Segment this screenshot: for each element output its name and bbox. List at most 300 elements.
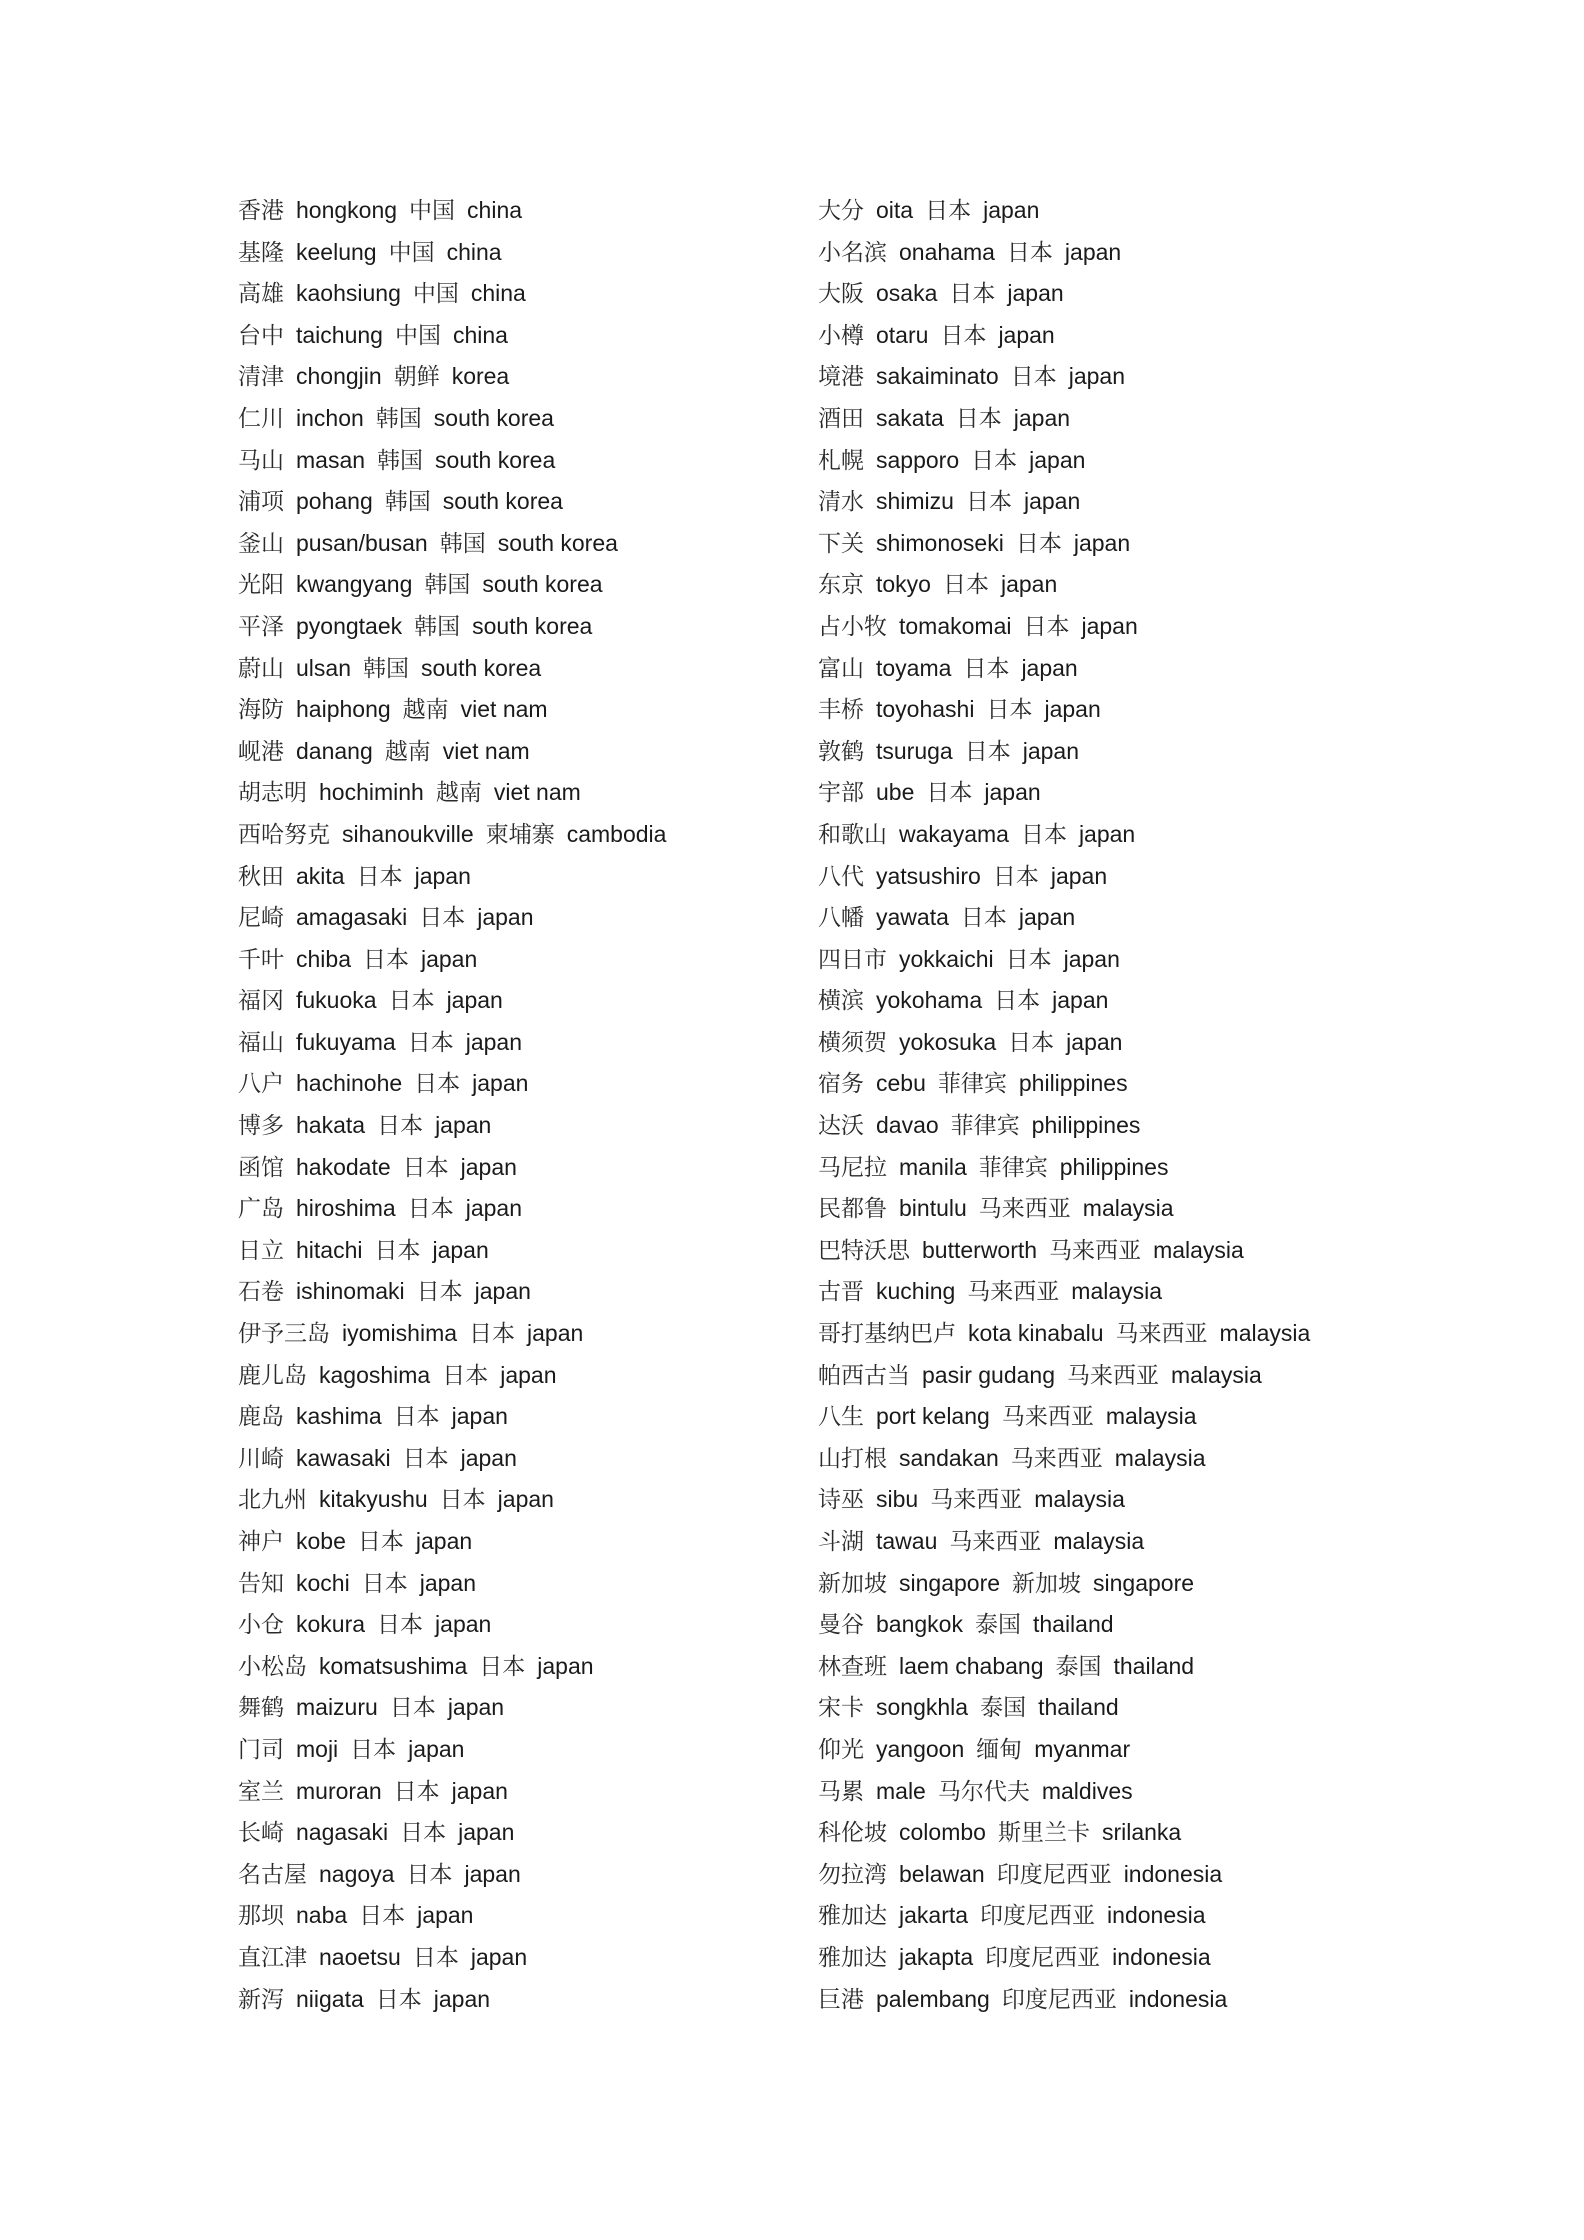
country-name-cn: 韩国 [384, 489, 431, 516]
port-entry [238, 772, 798, 814]
port-entry [818, 939, 1418, 981]
country-name-cn: 柬埔寨 [485, 821, 555, 848]
port-name-cn: 千叶 [238, 946, 284, 973]
country-name-cn: 日本 [1020, 821, 1067, 848]
country-name-cn: 日本 [362, 946, 409, 973]
country-name-en: thailand [1032, 1611, 1114, 1638]
country-name-en: china [446, 238, 502, 265]
port-name-cn: 岘港 [238, 738, 284, 765]
port-name-en: ube [876, 779, 915, 806]
country-name-en: south korea [442, 488, 563, 515]
port-entry [818, 731, 1418, 773]
country-name-cn: 日本 [350, 1736, 397, 1763]
port-name-cn: 福山 [238, 1029, 284, 1056]
country-name-en: indonesia [1107, 1902, 1206, 1929]
country-name-cn: 日本 [940, 322, 987, 349]
port-name-en: yatsushiro [876, 862, 981, 889]
port-name-en: manila [899, 1153, 967, 1180]
port-name-cn: 巨港 [818, 1986, 864, 2013]
country-name-en: japan [477, 904, 534, 931]
port-name-en: kashima [296, 1403, 382, 1430]
country-name-en: malaysia [1071, 1278, 1163, 1305]
port-entry [238, 1022, 798, 1064]
port-name-en: singapore [899, 1569, 1001, 1596]
port-name-cn: 林查班 [818, 1653, 887, 1680]
country-name-en: japan [472, 1070, 529, 1097]
port-name-cn: 博多 [238, 1113, 284, 1140]
port-entry [238, 897, 798, 939]
port-name-en: toyama [876, 654, 952, 681]
port-name-cn: 古晋 [818, 1279, 864, 1306]
port-entry [238, 315, 798, 357]
country-name-en: philippines [1059, 1153, 1169, 1180]
port-name-cn: 小樽 [818, 322, 864, 349]
port-name-en: shimonoseki [876, 529, 1004, 556]
country-name-en: korea [451, 363, 510, 390]
port-entry [818, 648, 1418, 690]
port-entry [238, 1188, 798, 1230]
port-entry [818, 606, 1418, 648]
port-name-en: naba [296, 1902, 348, 1929]
country-name-en: srilanka [1101, 1819, 1182, 1846]
port-entry [238, 731, 798, 773]
port-name-cn: 北九州 [238, 1487, 307, 1514]
port-name-cn: 日立 [238, 1237, 284, 1264]
port-name-en: inchon [296, 404, 364, 431]
port-name-cn: 浦项 [238, 489, 284, 516]
port-entry [238, 939, 798, 981]
country-name-en: south korea [472, 612, 593, 639]
port-name-en: kwangyang [296, 571, 413, 598]
port-name-cn: 哥打基纳巴卢 [818, 1321, 956, 1348]
port-entry [238, 232, 798, 274]
port-entry [238, 1979, 798, 2021]
port-name-en: naoetsu [319, 1943, 401, 1970]
port-name-cn: 尼崎 [238, 905, 284, 932]
port-entry [238, 481, 798, 523]
country-name-cn: 日本 [960, 905, 1007, 932]
port-entry [818, 1271, 1418, 1313]
port-name-cn: 境港 [818, 364, 864, 391]
country-name-cn: 朝鲜 [393, 364, 440, 391]
country-name-en: japan [470, 1943, 528, 1970]
port-entry [238, 1355, 798, 1397]
port-name-cn: 高雄 [238, 281, 284, 308]
port-name-en: maizuru [296, 1694, 378, 1721]
country-name-cn: 日本 [1008, 1029, 1055, 1056]
port-entry [818, 1687, 1418, 1729]
port-entry [238, 1063, 798, 1105]
country-name-en: japan [417, 1902, 474, 1929]
country-name-cn: 日本 [994, 988, 1041, 1015]
country-name-cn: 韩国 [362, 655, 409, 682]
port-entry [238, 1521, 798, 1563]
country-name-cn: 中国 [412, 281, 459, 308]
country-name-cn: 日本 [1015, 530, 1062, 557]
country-name-en: myanmar [1034, 1735, 1131, 1762]
country-name-cn: 日本 [1010, 364, 1057, 391]
country-name-cn: 日本 [407, 1029, 454, 1056]
port-entry [818, 1854, 1418, 1896]
port-name-en: tomakomai [899, 612, 1012, 639]
port-name-en: sibu [876, 1486, 919, 1513]
port-name-cn: 基隆 [238, 239, 284, 266]
port-entry [238, 1646, 798, 1688]
port-name-en: laem chabang [899, 1652, 1044, 1679]
country-name-cn: 日本 [400, 1820, 447, 1847]
country-name-en: indonesia [1123, 1860, 1223, 1887]
country-name-cn: 马来西亚 [1001, 1404, 1094, 1431]
country-name-cn: 日本 [442, 1362, 489, 1389]
port-entry [818, 440, 1418, 482]
port-entry [818, 1979, 1418, 2021]
country-name-en: japan [465, 1028, 522, 1055]
port-name-en: butterworth [922, 1236, 1038, 1263]
country-name-en: japan [500, 1361, 557, 1388]
port-name-cn: 富山 [818, 655, 864, 682]
port-entry [818, 1646, 1418, 1688]
port-name-cn: 马尼拉 [818, 1154, 887, 1181]
port-name-en: kota kinabalu [968, 1320, 1104, 1347]
country-name-cn: 中国 [409, 198, 456, 224]
country-name-en: singapore [1093, 1569, 1195, 1596]
port-name-en: hongkong [296, 197, 398, 223]
port-entry [238, 523, 798, 565]
port-entry [818, 1230, 1418, 1272]
port-entry [818, 980, 1418, 1022]
country-name-en: japan [1023, 488, 1081, 515]
country-name-en: japan [537, 1652, 594, 1679]
country-name-en: viet nam [442, 737, 530, 764]
country-name-cn: 印度尼西亚 [1001, 1986, 1117, 2013]
port-name-en: belawan [899, 1860, 985, 1887]
country-name-cn: 马来西亚 [967, 1279, 1060, 1306]
country-name-en: japan [1073, 529, 1131, 556]
port-entry [818, 1729, 1418, 1771]
port-name-en: tsuruga [876, 737, 953, 764]
port-entry [818, 1355, 1418, 1397]
country-name-cn: 韩国 [414, 613, 461, 640]
country-name-cn: 马来西亚 [1067, 1362, 1159, 1389]
port-entry [238, 1313, 798, 1355]
country-name-cn: 日本 [406, 1861, 453, 1888]
country-name-en: philippines [1018, 1070, 1128, 1097]
country-name-cn: 日本 [377, 1113, 424, 1140]
country-name-cn: 日本 [469, 1321, 516, 1348]
port-name-en: sihanoukville [342, 820, 474, 847]
port-name-cn: 民都鲁 [818, 1196, 887, 1223]
port-name-cn: 清津 [238, 364, 284, 391]
port-name-en: wakayama [899, 820, 1009, 847]
country-name-cn: 中国 [388, 239, 435, 266]
country-name-cn: 韩国 [439, 530, 486, 557]
country-name-en: thailand [1038, 1694, 1119, 1721]
country-name-cn: 日本 [402, 1445, 449, 1472]
country-name-en: japan [1050, 862, 1108, 889]
port-entry [818, 1563, 1418, 1605]
port-entry [238, 564, 798, 606]
country-name-cn: 越南 [402, 697, 449, 724]
port-name-en: tokyo [876, 571, 931, 598]
port-name-cn: 八代 [818, 863, 864, 890]
port-entry [238, 1812, 798, 1854]
port-entry [818, 523, 1418, 565]
country-name-cn: 菲律宾 [950, 1113, 1020, 1140]
port-name-cn: 直江津 [238, 1944, 307, 1971]
port-name-cn: 仁川 [238, 405, 284, 432]
port-entry [818, 772, 1418, 814]
port-name-cn: 胡志明 [238, 780, 307, 807]
port-entry [818, 1895, 1418, 1937]
country-name-en: japan [1000, 571, 1058, 598]
port-name-cn: 石卷 [238, 1279, 284, 1306]
port-name-en: sakaiminato [876, 363, 999, 390]
country-name-en: japan [464, 1860, 521, 1887]
port-name-cn: 小名滨 [818, 239, 887, 266]
port-name-en: pyongtaek [296, 612, 403, 639]
country-name-cn: 日本 [414, 1071, 461, 1098]
port-name-en: chiba [296, 945, 351, 972]
port-entry [238, 856, 798, 898]
port-entry [238, 814, 798, 856]
country-name-en: japan [435, 1112, 492, 1139]
port-name-cn: 宿务 [818, 1071, 864, 1098]
country-name-cn: 泰国 [1055, 1653, 1102, 1680]
port-name-en: ishinomaki [296, 1278, 405, 1305]
port-name-cn: 东京 [818, 572, 864, 599]
port-name-cn: 斗湖 [818, 1529, 864, 1555]
port-name-en: nagoya [319, 1860, 395, 1887]
port-entry [818, 1771, 1418, 1813]
port-entry [818, 1105, 1418, 1147]
port-entry [238, 1854, 798, 1896]
port-name-en: hiroshima [296, 1195, 396, 1222]
country-name-cn: 日本 [949, 281, 996, 308]
port-entry [238, 689, 798, 731]
port-name-en: pohang [296, 488, 373, 515]
port-name-en: jakapta [899, 1943, 974, 1970]
port-name-en: male [876, 1777, 926, 1804]
country-name-en: south korea [435, 446, 556, 473]
port-name-cn: 广岛 [238, 1196, 284, 1223]
port-entry [818, 273, 1418, 315]
country-name-cn: 越南 [384, 738, 431, 765]
country-name-cn: 马来西亚 [930, 1487, 1023, 1514]
country-name-en: viet nam [460, 696, 548, 723]
port-name-cn: 大阪 [818, 281, 864, 308]
country-name-cn: 印度尼西亚 [996, 1861, 1112, 1888]
port-name-en: ulsan [296, 654, 351, 681]
port-name-en: kochi [296, 1569, 350, 1596]
port-entry [238, 648, 798, 690]
port-entry [238, 1729, 798, 1771]
country-name-en: japan [527, 1320, 584, 1347]
port-name-cn: 新加坡 [818, 1570, 887, 1597]
port-name-en: jakarta [899, 1902, 969, 1929]
port-name-en: kokura [296, 1611, 366, 1638]
port-entry [818, 856, 1418, 898]
port-entry [818, 1313, 1418, 1355]
country-name-cn: 日本 [402, 1154, 449, 1181]
port-name-cn: 室兰 [238, 1778, 284, 1805]
country-name-cn: 日本 [439, 1487, 486, 1514]
port-name-cn: 科伦坡 [818, 1820, 887, 1847]
country-name-cn: 日本 [419, 905, 466, 932]
port-name-cn: 新泻 [238, 1986, 284, 2013]
port-name-cn: 台中 [238, 322, 284, 349]
port-name-en: fukuoka [296, 987, 377, 1014]
port-name-cn: 福冈 [238, 988, 284, 1015]
port-name-en: onahama [899, 238, 995, 265]
port-name-en: shimizu [876, 488, 954, 515]
country-name-en: japan [451, 1403, 508, 1430]
port-name-cn: 长崎 [238, 1820, 284, 1847]
country-name-cn: 日本 [992, 863, 1039, 890]
port-name-cn: 清水 [818, 489, 864, 516]
port-entry [818, 481, 1418, 523]
country-name-en: indonesia [1128, 1985, 1228, 2012]
port-entry [818, 897, 1418, 939]
port-name-en: danang [296, 737, 373, 764]
port-name-cn: 诗巫 [818, 1487, 864, 1514]
country-name-cn: 日本 [361, 1570, 408, 1597]
country-name-en: japan [1064, 238, 1122, 265]
country-name-en: japan [1063, 945, 1120, 972]
port-name-cn: 光阳 [238, 572, 284, 599]
port-entry [238, 606, 798, 648]
country-name-cn: 日本 [963, 655, 1010, 682]
port-name-cn: 舞鹤 [238, 1695, 284, 1722]
port-name-en: cebu [876, 1070, 926, 1097]
country-name-cn: 日本 [925, 198, 972, 224]
port-name-en: chongjin [296, 363, 382, 390]
port-name-cn: 告知 [238, 1570, 284, 1597]
country-name-en: japan [984, 779, 1041, 806]
country-name-en: maldives [1041, 1777, 1133, 1804]
port-entry [818, 1479, 1418, 1521]
country-name-en: philippines [1031, 1112, 1141, 1139]
port-entry [818, 564, 1418, 606]
port-entry [818, 232, 1418, 274]
port-name-cn: 蔚山 [238, 655, 284, 682]
country-name-cn: 斯里兰卡 [997, 1820, 1090, 1847]
port-entry [238, 1771, 798, 1813]
port-name-cn: 横须贺 [818, 1029, 887, 1056]
port-name-en: haiphong [296, 696, 391, 723]
country-name-en: japan [408, 1735, 465, 1762]
port-name-cn: 那坝 [238, 1903, 284, 1930]
country-name-cn: 日本 [374, 1237, 421, 1264]
port-name-cn: 神户 [238, 1529, 284, 1555]
country-name-en: japan [1013, 404, 1071, 431]
port-name-cn: 平泽 [238, 613, 284, 640]
country-name-cn: 菲律宾 [937, 1071, 1007, 1098]
port-name-en: songkhla [876, 1694, 969, 1721]
country-name-en: japan [1068, 363, 1126, 390]
port-entry [818, 1812, 1418, 1854]
port-name-cn: 巴特沃思 [818, 1237, 910, 1264]
port-name-en: yawata [876, 904, 949, 931]
country-name-en: china [470, 280, 526, 307]
country-name-en: china [452, 321, 508, 348]
country-name-cn: 日本 [964, 738, 1011, 765]
country-name-en: japan [1052, 987, 1109, 1014]
country-name-cn: 日本 [986, 697, 1033, 724]
country-name-cn: 日本 [357, 1529, 404, 1555]
country-name-cn: 马来西亚 [978, 1196, 1071, 1223]
country-name-en: malaysia [1082, 1195, 1174, 1222]
country-name-cn: 日本 [416, 1279, 463, 1306]
port-entry [818, 1937, 1418, 1979]
port-name-en: yangoon [876, 1735, 965, 1762]
port-name-en: kitakyushu [319, 1486, 428, 1513]
port-entry [818, 1396, 1418, 1438]
country-name-cn: 日本 [942, 572, 989, 599]
port-name-en: niigata [296, 1985, 364, 2012]
port-name-cn: 名古屋 [238, 1861, 307, 1888]
port-name-cn: 占小牧 [818, 613, 887, 640]
port-entry [818, 689, 1418, 731]
port-entry [818, 1147, 1418, 1189]
port-name-cn: 八生 [818, 1404, 864, 1431]
port-name-cn: 曼谷 [818, 1612, 864, 1639]
port-entry [238, 1479, 798, 1521]
country-name-en: japan [1007, 280, 1064, 307]
country-name-cn: 越南 [435, 780, 482, 807]
country-name-en: malaysia [1114, 1444, 1206, 1471]
port-entry [238, 1147, 798, 1189]
port-name-cn: 达沃 [818, 1113, 864, 1140]
country-name-en: china [467, 197, 523, 223]
country-name-en: cambodia [566, 820, 667, 847]
port-name-cn: 勿拉湾 [818, 1861, 887, 1888]
port-entry [238, 1563, 798, 1605]
port-name-en: keelung [296, 238, 377, 265]
country-name-en: japan [451, 1777, 508, 1804]
country-name-en: japan [435, 1611, 492, 1638]
port-name-en: taichung [296, 321, 383, 348]
country-name-en: japan [983, 197, 1040, 223]
port-entry [238, 1271, 798, 1313]
country-name-cn: 马来西亚 [1049, 1237, 1142, 1264]
port-entry [238, 356, 798, 398]
port-name-cn: 下关 [818, 530, 864, 557]
port-name-en: otaru [876, 321, 929, 348]
country-name-cn: 印度尼西亚 [980, 1903, 1096, 1930]
port-name-cn: 宇部 [818, 780, 864, 807]
port-name-cn: 八幡 [818, 905, 864, 932]
port-name-en: kuching [876, 1278, 956, 1305]
country-name-cn: 日本 [479, 1653, 526, 1680]
port-name-en: pasir gudang [922, 1361, 1055, 1388]
port-name-cn: 和歌山 [818, 821, 887, 848]
port-entry [238, 1604, 798, 1646]
port-name-en: oita [876, 197, 914, 223]
port-name-en: palembang [876, 1985, 990, 2012]
port-name-en: kobe [296, 1528, 346, 1554]
country-name-cn: 韩国 [424, 572, 471, 599]
port-name-en: iyomishima [342, 1320, 458, 1347]
port-name-en: pusan/busan [296, 529, 428, 556]
country-name-cn: 日本 [1023, 613, 1070, 640]
port-list-left [238, 190, 798, 2020]
country-name-en: south korea [482, 571, 603, 598]
port-name-cn: 大分 [818, 198, 864, 224]
port-name-cn: 马累 [818, 1778, 864, 1805]
port-name-cn: 酒田 [818, 405, 864, 432]
country-name-en: japan [415, 1528, 473, 1554]
port-name-en: amagasaki [296, 904, 408, 931]
